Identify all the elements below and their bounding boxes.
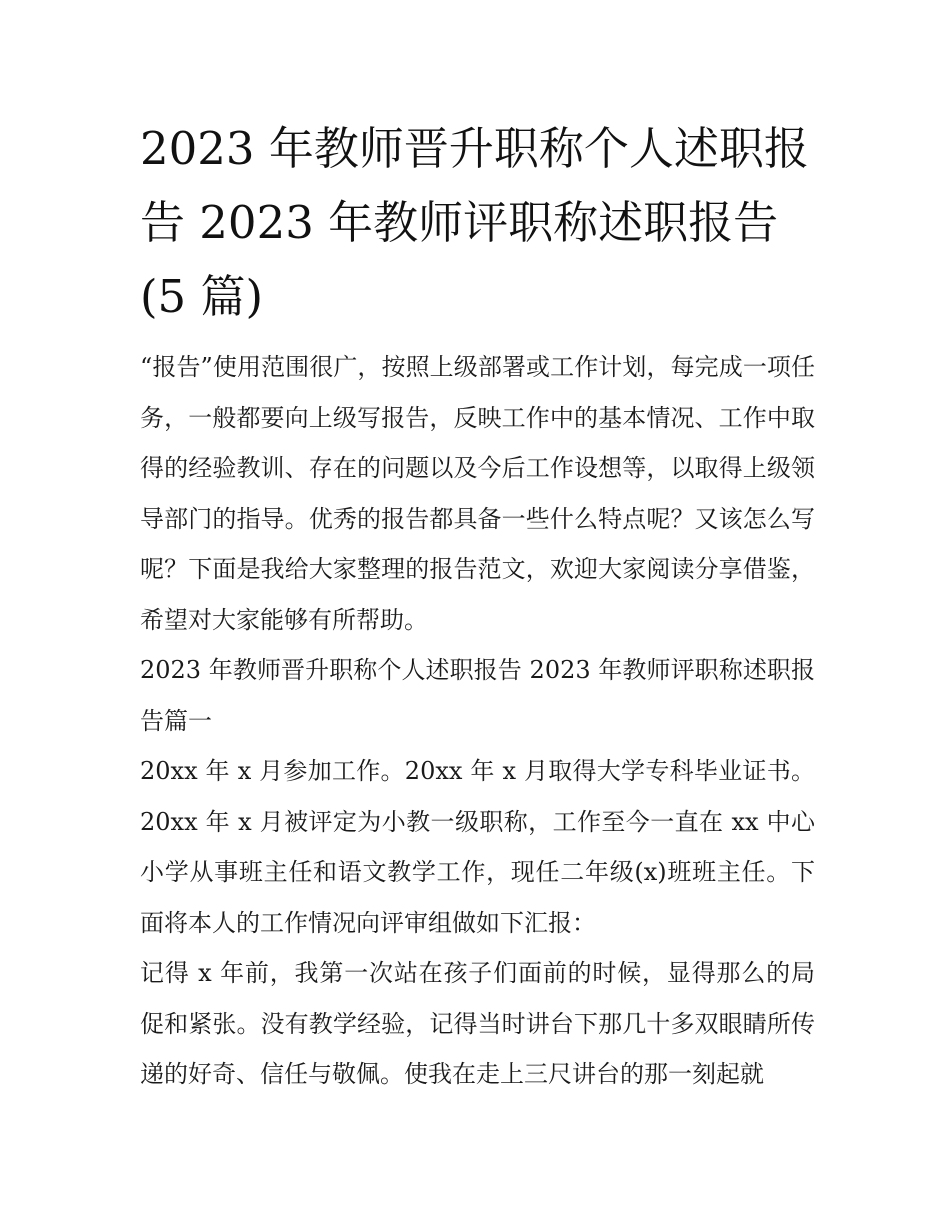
intro-paragraph: “报告”使用范围很广，按照上级部署或工作计划，每完成一项任务，一般都要向上级写报告，反映工作中的基本情况、工作中取得的经验教训、存在的问题以及今后工作设想等，以取得上级领导部门的指导。优秀的报告都具备一些什么特点呢？又该怎么写呢？下面是我给大家整理的报告范文，欢迎大家阅读分享借鉴，希望对大家能够有所帮助。: [140, 353, 815, 634]
body-paragraph: 记得 x 年前，我第一次站在孩子们面前的时候，显得那么的局促和紧张。没有教学经验，记得当时讲台下那几十多双眼睛所传递的好奇、信任与敬佩。使我在走上三尺讲台的那一刻起就: [140, 959, 815, 1088]
document-title: 2023 年教师晋升职称个人述职报告 2023 年教师评职称述职报告(5 篇): [140, 122, 809, 323]
body-paragraph: 20xx 年 x 月参加工作。20xx 年 x 月取得大学专科毕业证书。20xx 年 x 月被评定为小教一级职称，工作至今一直在 xx 中心小学从事班主任和语文教学工作，现任二年级(x)班班主任。下面将本人的工作情况向评审组做如下汇报：: [140, 757, 815, 937]
section-heading: 2023 年教师晋升职称个人述职报告 2023 年教师评职称述职报告篇一: [140, 656, 815, 735]
document-body: [140, 112, 815, 1100]
